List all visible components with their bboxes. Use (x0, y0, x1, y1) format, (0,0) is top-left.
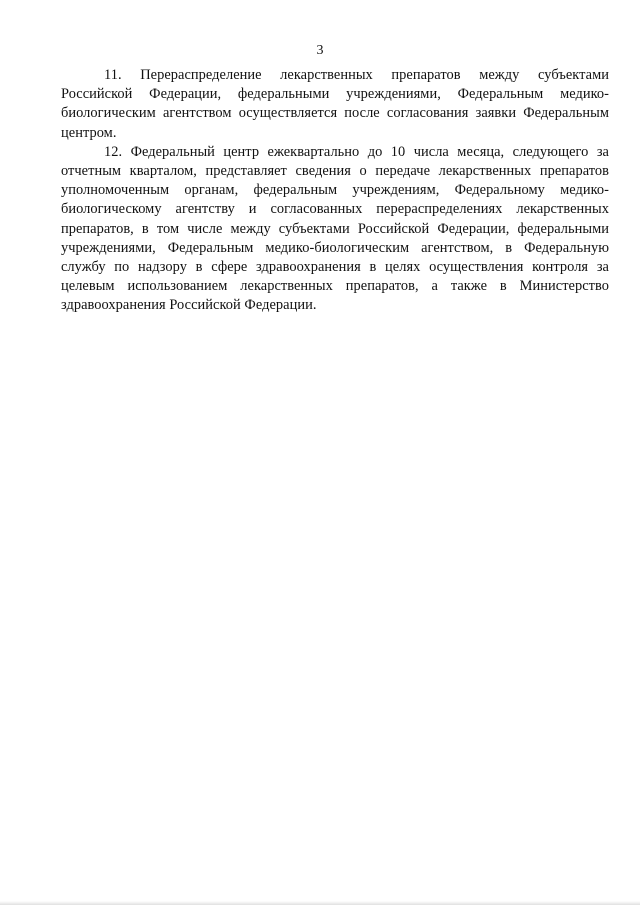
paragraph-11: 11. Перераспределение лекарственных препаратов между субъектами Российской Федерации, федеральными учреждениями, Федеральным медико-биологическим агентством осуществляется после согласования заявки Федеральным центром. (61, 67, 609, 141)
document-body (61, 66, 609, 316)
page-number: 3 (316, 43, 324, 58)
paragraph-12: 12. Федеральный центр ежеквартально до 10 числа месяца, следующего за отчетным кварталом, представляет сведения о передаче лекарственных препаратов уполномоченным органам, федеральным учреждениям, Федеральному медико-биологическому агентству и согласованных перераспределениях лекарственных препаратов, в том числе между субъектами Российской Федерации, федеральными учреждениями, Федеральным медико-биологическим агентством, в Федеральную службу по надзору в сфере здравоохранения в целях осуществления контроля за целевым использованием лекарственных препаратов, а также в Министерство здравоохранения Российской Федерации. (61, 143, 609, 314)
page-bottom-edge (0, 901, 640, 905)
